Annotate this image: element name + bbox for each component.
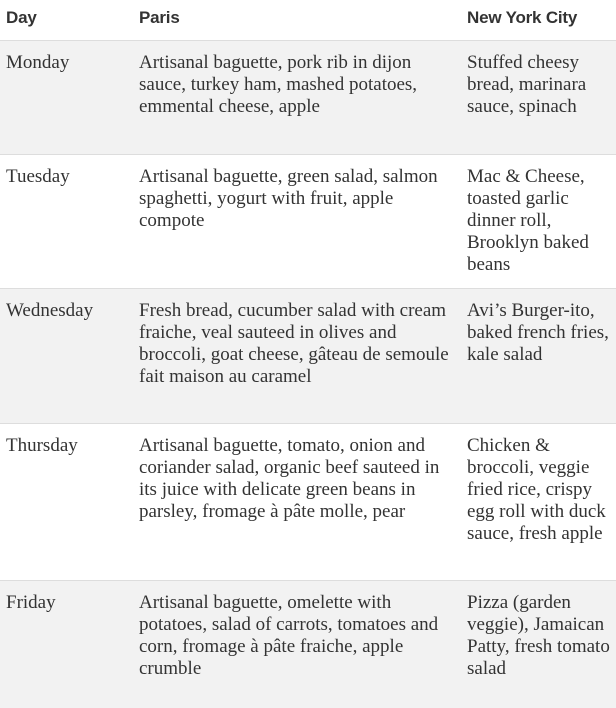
cell-day: Tuesday xyxy=(0,154,133,288)
table-row-tuesday xyxy=(0,154,616,288)
header-paris: Paris xyxy=(139,8,180,27)
header-nyc: New York City xyxy=(467,8,578,27)
cell-day: Monday xyxy=(0,40,133,154)
cell-paris: Fresh bread, cucumber salad with cream fraiche, veal sauteed in olives and broccoli, goat cheese, gâteau de semoule fait maison au caramel xyxy=(133,288,461,423)
cell-day: Wednesday xyxy=(0,288,133,423)
cell-paris: Artisanal baguette, green salad, salmon spaghetti, yogurt with fruit, apple compote xyxy=(133,154,461,288)
cell-paris: Artisanal baguette, pork rib in dijon sauce, turkey ham, mashed potatoes, emmental cheese, apple xyxy=(133,40,461,154)
cell-nyc: Chicken & broccoli, veggie fried rice, crispy egg roll with duck sauce, fresh apple xyxy=(461,423,616,580)
header-row xyxy=(0,0,616,40)
cell-nyc: Pizza (garden veggie), Jamaican Patty, fresh tomato salad xyxy=(461,580,616,708)
table-row-wednesday xyxy=(0,288,616,423)
cell-paris: Artisanal baguette, omelette with potatoes, salad of carrots, tomatoes and corn, fromage à pâte fraiche, apple crumble xyxy=(133,580,461,708)
table-row-friday xyxy=(0,580,616,708)
cell-nyc: Mac & Cheese, toasted garlic dinner roll, Brooklyn baked beans xyxy=(461,154,616,288)
table-row-monday xyxy=(0,40,616,154)
cell-day: Friday xyxy=(0,580,133,708)
cell-paris: Artisanal baguette, tomato, onion and coriander salad, organic beef sauteed in its juice with delicate green beans in parsley, fromage à pâte molle, pear xyxy=(133,423,461,580)
cell-nyc: Stuffed cheesy bread, marinara sauce, spinach xyxy=(461,40,616,154)
cell-day: Thursday xyxy=(0,423,133,580)
header-day: Day xyxy=(6,8,37,27)
table-row-thursday xyxy=(0,423,616,580)
cell-nyc: Avi’s Burger-ito, baked french fries, kale salad xyxy=(461,288,616,423)
